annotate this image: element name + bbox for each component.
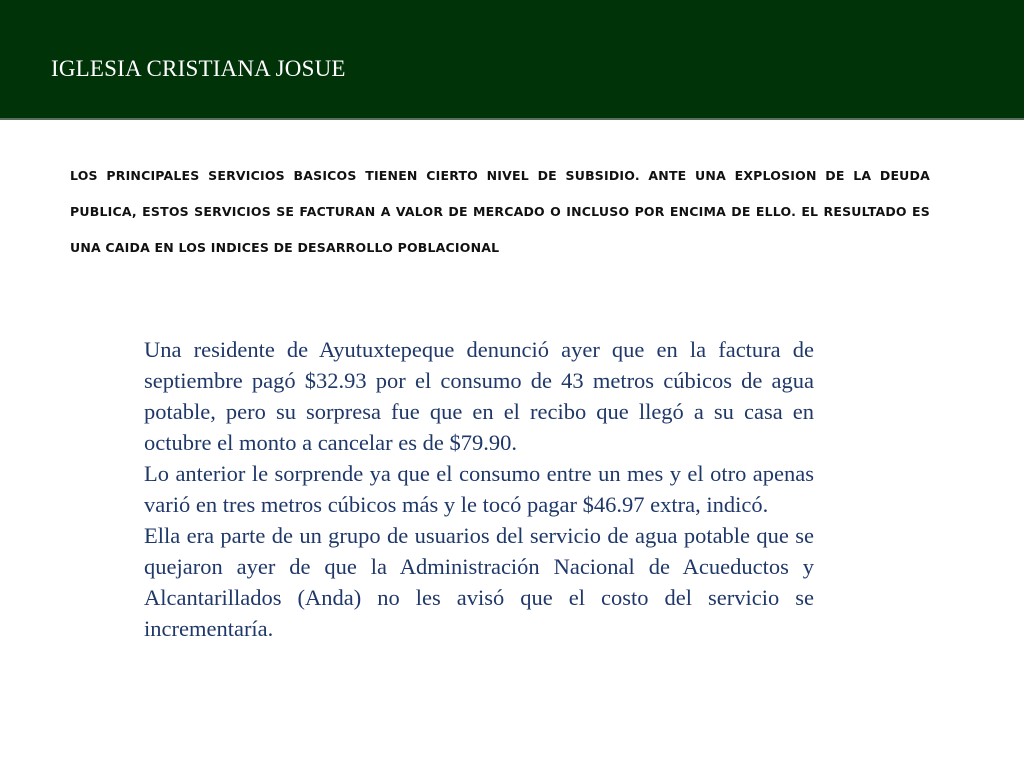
quote-paragraph-1: Una residente de Ayutuxtepeque denunció ayer que en la factura de septiembre pagó $32.93 por el consumo de 43 metros cúbicos de agua potable, pero su sorpresa fue que en el recibo que llegó a su casa en octubre el monto a cancelar es de $79.90. — [144, 337, 814, 455]
quote-paragraph-2: Lo anterior le sorprende ya que el consumo entre un mes y el otro apenas varió en tres metros cúbicos más y le tocó pagar $46.97 extra, indicó. — [144, 461, 814, 517]
header-banner — [0, 0, 1024, 120]
intro-paragraph: LOS PRINCIPALES SERVICIOS BASICOS TIENEN CIERTO NIVEL DE SUBSIDIO. ANTE UNA EXPLOSION DE LA DEUDA PUBLICA, ESTOS SERVICIOS SE FACTURAN A VALOR DE MERCADO O INCLUSO POR ENCIMA DE ELLO. EL RESULTADO ES UNA CAIDA EN LOS INDICES DE DESARROLLO POBLACIONAL — [70, 168, 930, 255]
header-title: IGLESIA CRISTIANA JOSUE — [51, 56, 346, 81]
quote-paragraph-3: Ella era parte de un grupo de usuarios del servicio de agua potable que se quejaron ayer de que la Administración Nacional de Acueductos y Alcantarillados (Anda) no les avisó que el costo del servicio se incrementaría. — [144, 523, 814, 641]
news-quote-block — [144, 334, 814, 644]
